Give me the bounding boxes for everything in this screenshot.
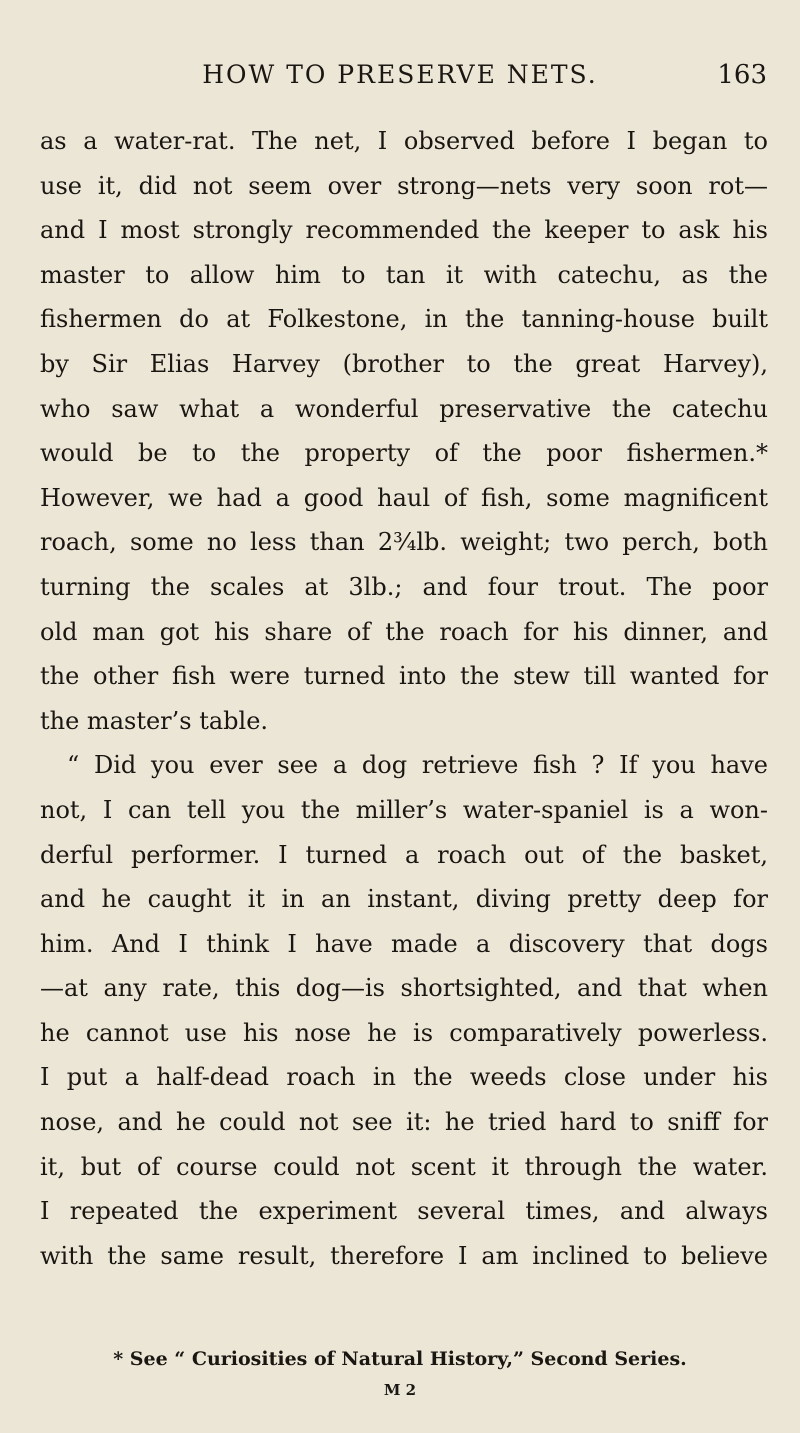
footnote: * See “ Curiosities of Natural History,” Second Series. xyxy=(113,1348,687,1370)
text-line: the other fish were turned into the stew till wanted for xyxy=(40,662,768,691)
text-line: fishermen do at Folkestone, in the tanning-house built xyxy=(40,305,768,334)
text-line: the master’s table. xyxy=(40,706,269,735)
text-line: roach, some no less than 2¾lb. weight; two perch, both xyxy=(40,528,768,557)
text-line: I put a half-dead roach in the weeds close under his xyxy=(40,1063,768,1092)
text-line: by Sir Elias Harvey (brother to the great Harvey), xyxy=(40,349,768,378)
text-line: it, but of course could not scent it through the water. xyxy=(40,1152,768,1181)
text-line: use it, did not seem over strong—nets very soon rot— xyxy=(40,171,768,200)
text-line: not, I can tell you the miller’s water-spaniel is a won- xyxy=(40,795,768,824)
page-number: 163 xyxy=(717,60,767,90)
text-line: he cannot use his nose he is comparatively powerless. xyxy=(40,1018,768,1047)
signature-mark: M 2 xyxy=(383,1381,417,1399)
text-line: as a water-rat. The net, I observed before I began to xyxy=(40,127,768,155)
text-line: “ Did you ever see a dog retrieve fish ? If you have xyxy=(67,751,768,780)
text-line: would be to the property of the poor fishermen.* xyxy=(40,439,768,468)
text-line: master to allow him to tan it with catechu, as the xyxy=(40,260,768,289)
text-line: nose, and he could not see it: he tried hard to sniff for xyxy=(40,1108,768,1137)
body-text xyxy=(40,119,768,1278)
text-line: with the same result, therefore I am inclined to believe xyxy=(40,1241,768,1270)
text-line: and he caught it in an instant, diving pretty deep for xyxy=(40,885,768,914)
text-line: However, we had a good haul of fish, some magnificent xyxy=(40,483,768,512)
text-line: derful performer. I turned a roach out of the basket, xyxy=(40,840,768,869)
text-line: old man got his share of the roach for his dinner, and xyxy=(40,617,768,646)
running-head: HOW TO PRESERVE NETS. xyxy=(202,60,598,89)
text-line: him. And I think I have made a discovery that dogs xyxy=(40,929,768,958)
text-line: who saw what a wonderful preservative the catechu xyxy=(40,394,768,423)
text-line: —at any rate, this dog—is shortsighted, and that when xyxy=(40,974,768,1003)
text-line: I repeated the experiment several times, and always xyxy=(40,1197,768,1226)
text-line: and I most strongly recommended the keeper to ask his xyxy=(40,216,768,245)
text-line: turning the scales at 3lb.; and four trout. The poor xyxy=(40,572,768,601)
page-header xyxy=(0,60,800,100)
